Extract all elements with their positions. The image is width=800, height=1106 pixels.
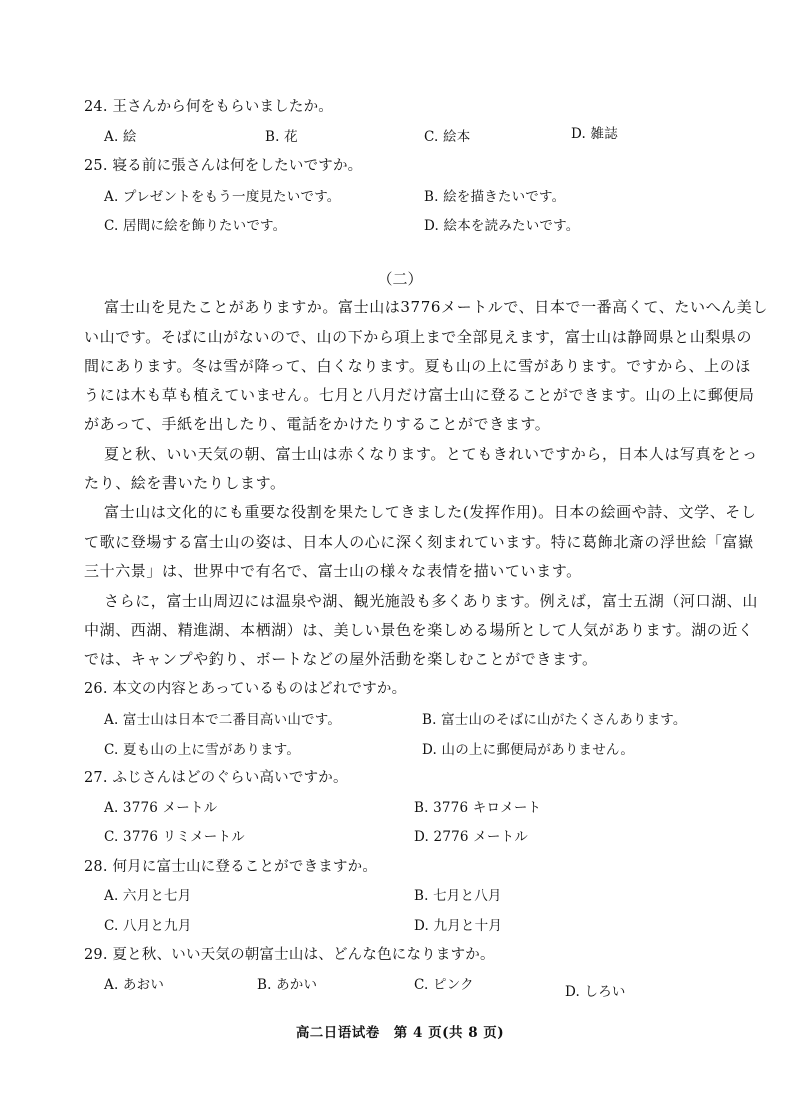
question-25-option-d: D. 絵本を読みたいです。 <box>424 218 580 234</box>
question-29-option-b: B. あかい <box>257 977 318 993</box>
question-28-stem: 28. 何月に富士山に登ることができますか。 <box>84 859 378 875</box>
question-27-option-d: D. 2776 メートル <box>414 829 528 845</box>
question-28-option-c: C. 八月と九月 <box>104 918 192 934</box>
passage-line: 富士山を見たことがありますか。富士山は3776メートルで、日本で一番高くて、たいへん美し <box>104 298 768 316</box>
passage-line: て歌に登場する富士山の姿は、日本人の心に深く刻まれています。特に葛飾北斎の浮世絵「富嶽 <box>84 533 754 551</box>
question-25-option-a: A. プレゼントをもう一度見たいです。 <box>104 189 341 205</box>
passage-line: 中湖、西湖、精進湖、本栖湖）は、美しい景色を楽しめる場所として人気があります。湖の近く <box>84 621 754 639</box>
question-24-option-a: A. 絵 <box>104 129 137 145</box>
question-28-option-d: D. 九月と十月 <box>414 918 503 934</box>
passage-line: い山です。そばに山がないので、山の下から項上まで全部見えます，富士山は静岡県と山梨県の <box>84 328 753 346</box>
question-27-stem: 27. ふじさんはどのぐらい高いですか。 <box>84 770 348 786</box>
question-26-stem: 26. 本文の内容とあっているものはどれですか。 <box>84 681 407 697</box>
question-27-option-c: C. 3776 リミメートル <box>104 829 245 845</box>
question-28-option-b: B. 七月と八月 <box>414 888 502 904</box>
question-24-option-c: C. 絵本 <box>424 129 471 145</box>
passage-line: 三十六景」は、世界中で有名で、富士山の様々な表情を描いています。 <box>84 562 582 580</box>
page-footer: 高二日语试卷 第 4 页(共 8 页) <box>295 1025 505 1041</box>
passage-line: 間にあります。冬は雪が降って、白くなります。夏も山の上に雪があります。ですから、上のほ <box>84 357 751 375</box>
question-26-option-b: B. 富士山のそばに山がたくさんあります。 <box>422 712 687 728</box>
question-26-option-a: A. 富士山は日本で二番目高い山です。 <box>104 712 342 728</box>
passage-line: では、キャンプや釣り、ボートなどの屋外活動を楽しむことができます。 <box>84 650 598 668</box>
question-29-option-a: A. あおい <box>104 977 165 993</box>
question-27-option-a: A. 3776 メートル <box>104 800 218 816</box>
passage-line: さらに，富士山周辺には温泉や湖、観光施設も多くあります。例えば，富士五湖（河口湖、山 <box>104 592 759 610</box>
question-29-stem: 29. 夏と秋、いい天気の朝富士山は、どんな色になりますか。 <box>84 947 495 963</box>
passage-line: うには木も草も植えていません。七月と八月だけ富士山に登ることができます。山の上に郵便局 <box>84 386 755 404</box>
question-24-option-d: D. 雑誌 <box>571 126 618 142</box>
question-24-option-b: B. 花 <box>265 129 298 145</box>
question-27-option-b: B. 3776 キロメート <box>414 800 542 816</box>
question-25-option-c: C. 居間に絵を飾りたいです。 <box>104 218 287 234</box>
question-26-option-d: D. 山の上に郵便局がありません。 <box>422 742 635 758</box>
passage-line: があって、手紙を出したり、電話をかけたりすることができます。 <box>84 415 551 433</box>
passage-line: 夏と秋、いい天気の朝、富士山は赤くなります。とてもきれいですから，日本人は写真をとっ <box>104 445 758 463</box>
question-29-option-c: C. ピンク <box>414 977 474 993</box>
passage-line: たり、絵を書いたりします。 <box>84 474 286 492</box>
section-heading: （二） <box>377 270 423 288</box>
question-25-stem: 25. 寝る前に張さんは何をしたいですか。 <box>84 158 363 174</box>
passage-line: 富士山は文化的にも重要な役割を果たしてきました(发挥作用)。日本の絵画や詩、文学、そし <box>104 503 757 521</box>
question-24-stem: 24. 王さんから何をもらいましたか。 <box>84 99 333 115</box>
question-26-option-c: C. 夏も山の上に雪があります。 <box>104 742 301 758</box>
question-29-option-d: D. しろい <box>565 984 626 1000</box>
question-25-option-b: B. 絵を描きたいです。 <box>424 189 566 205</box>
question-28-option-a: A. 六月と七月 <box>104 888 192 904</box>
